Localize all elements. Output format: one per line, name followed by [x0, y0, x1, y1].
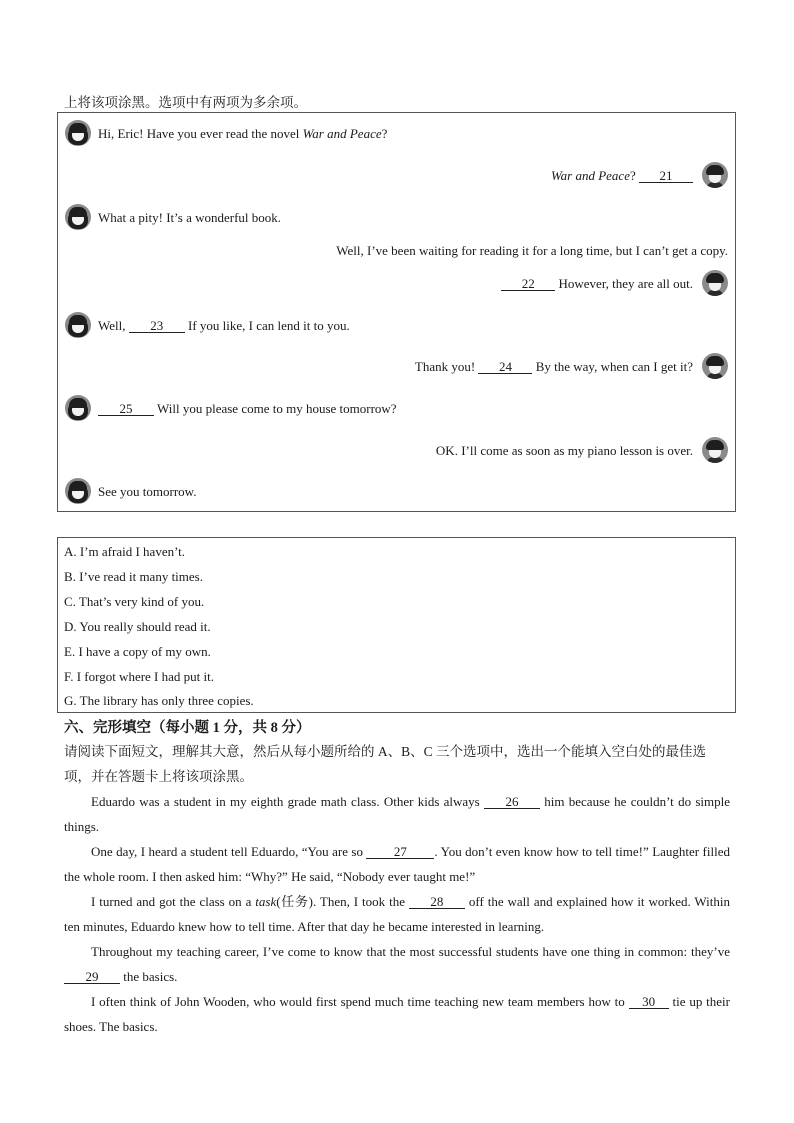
passage-paragraph-5: I often think of John Wooden, who would first spend much time teaching new team members how to 30 tie up their shoes. The basics. [64, 994, 730, 1034]
girl-avatar-icon [65, 478, 91, 504]
blank-21: 21 [639, 169, 693, 183]
option-g: G. The library has only three copies. [64, 693, 254, 708]
passage-paragraph-3: I turned and got the class on a task(任务). Then, I took the 28 off the wall and explained how it worked. Within ten minutes, Eduardo knew how to tell time. After that day he became interested in learning. [64, 894, 730, 934]
option-e: E. I have a copy of my own. [64, 644, 211, 659]
dialog-line-9: OK. I’ll come as soon as my piano lesson is over. [435, 443, 693, 458]
blank-29: 29 [64, 970, 120, 984]
options-box [57, 537, 736, 713]
dialog-line-8: 25 Will you please come to my house tomorrow? [98, 401, 397, 417]
blank-25: 25 [98, 402, 154, 416]
blank-22: 22 [501, 277, 555, 291]
dialog-line-4: Well, I’ve been waiting for reading it for a long time, but I can’t get a copy. [336, 243, 728, 258]
dialog-line-1: Hi, Eric! Have you ever read the novel War and Peace? [98, 126, 388, 141]
dialog-line-3: What a pity! It’s a wonderful book. [98, 210, 282, 225]
boy-avatar-icon [702, 162, 728, 188]
option-f: F. I forgot where I had put it. [64, 669, 214, 684]
option-a: A. I’m afraid I haven’t. [64, 544, 186, 559]
dialog-line-6: Well, 23 If you like, I can lend it to you. [98, 318, 350, 333]
girl-avatar-icon [65, 395, 91, 421]
option-b: B. I’ve read it many times. [64, 569, 203, 584]
passage-paragraph-1: Eduardo was a student in my eighth grade math class. Other kids always 26 him because he couldn’t do simple things. [64, 794, 730, 834]
option-d: D. You really should read it. [64, 619, 211, 634]
dialog-line-2: War and Peace? 21 [551, 168, 693, 184]
dialog-line-10: See you tomorrow. [98, 484, 197, 499]
boy-avatar-icon [702, 437, 728, 463]
blank-28: 28 [409, 895, 465, 909]
blank-23: 23 [129, 319, 185, 333]
intro-text: 上将该项涂黑。选项中有两项为多余项。 [64, 95, 307, 110]
dialog-box [57, 112, 736, 512]
girl-avatar-icon [65, 204, 91, 230]
blank-30: 30 [629, 995, 669, 1009]
passage-paragraph-2: One day, I heard a student tell Eduardo, “You are so 27 . You don’t even know how to tell time!” Laughter filled the whole room. I then asked him: “Why?” He said, “Nobody ever taught me!” [64, 844, 730, 884]
instructions: 请阅读下面短文，理解其大意，然后从每小题所给的 A、B、C 三个选项中，选出一个能填入空白处的最佳选项，并在答题卡上将该项涂黑。 [64, 744, 707, 784]
boy-avatar-icon [702, 353, 728, 379]
blank-24: 24 [478, 360, 532, 374]
boy-avatar-icon [702, 270, 728, 296]
dialog-line-7: Thank you! 24 By the way, when can I get it? [414, 359, 693, 374]
option-c: C. That’s very kind of you. [64, 594, 205, 609]
passage-paragraph-4: Throughout my teaching career, I’ve come to know that the most successful students have one thing in common: they’ve 29 the basics. [64, 939, 730, 989]
blank-26: 26 [484, 795, 540, 809]
dialog-line-5: 22 However, they are all out. [501, 276, 693, 292]
girl-avatar-icon [65, 120, 91, 146]
blank-27: 27 [366, 845, 434, 859]
section-title: 六、完形填空（每小题 1 分，共 8 分） [64, 720, 311, 736]
girl-avatar-icon [65, 312, 91, 338]
